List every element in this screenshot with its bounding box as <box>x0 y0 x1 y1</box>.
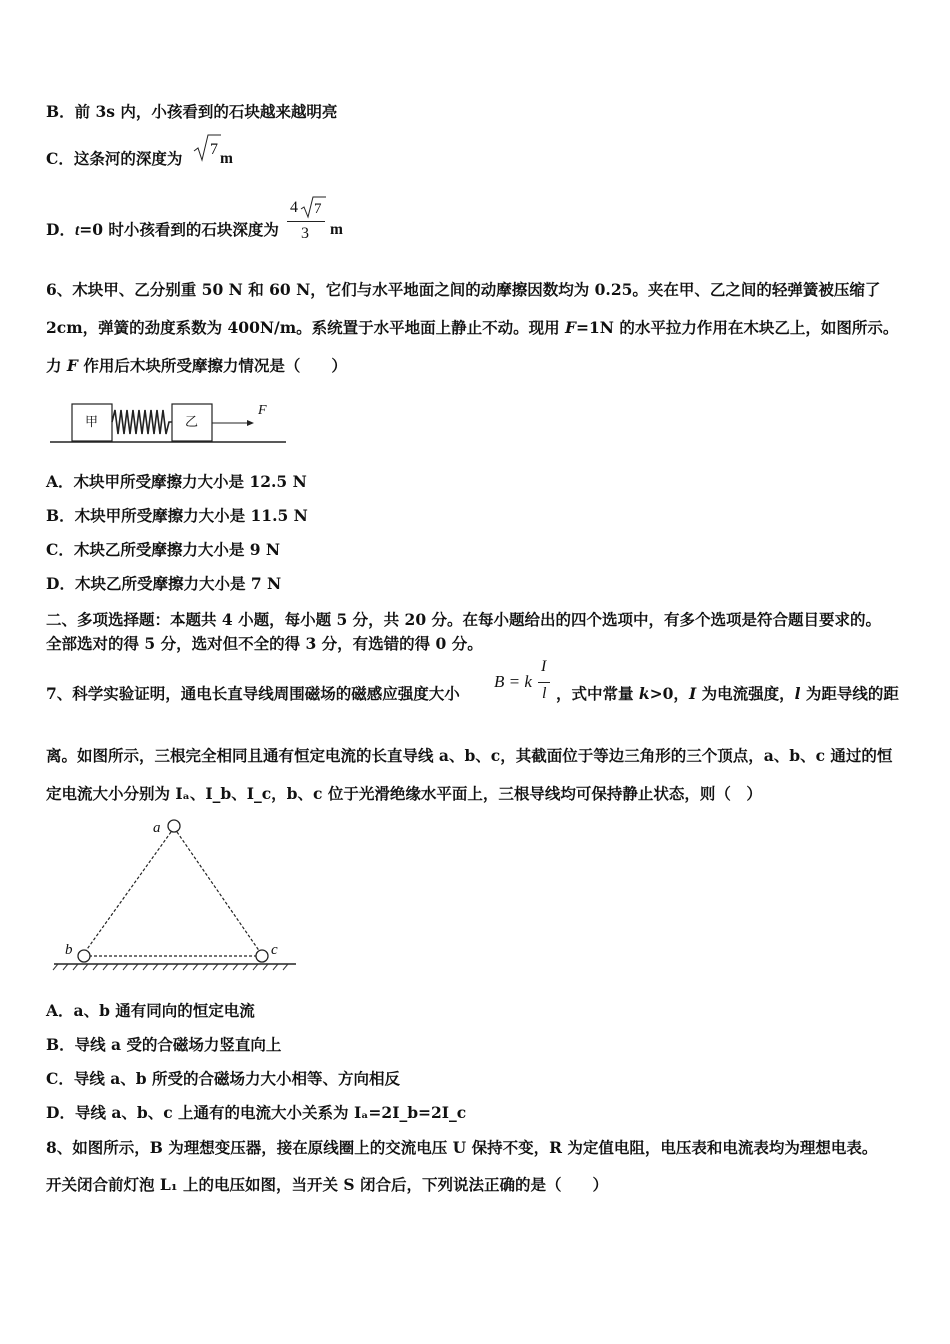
q6-option-c: C．木块乙所受摩擦力大小是 9 N <box>46 540 281 559</box>
q7-line1-c: >0， <box>649 684 689 703</box>
surface-hatching <box>53 964 288 970</box>
force-arrow-head <box>247 420 254 426</box>
q6-stem-line3 <box>46 356 347 376</box>
sqrt7-numerator-radicand: 7 <box>314 201 322 217</box>
q7-option-d: D．导线 a、b、c 上通有的电流大小关系为 Iₐ=2I_b=2I_c <box>46 1103 467 1122</box>
q5-option-d-unit: m <box>330 221 343 238</box>
var-F: F <box>66 356 78 375</box>
q6-spring-blocks-figure <box>48 398 288 450</box>
q6-option-d: D．木块乙所受摩擦力大小是 7 N <box>46 574 282 593</box>
q5-option-c <box>46 149 182 169</box>
q5-option-d <box>46 220 279 241</box>
sqrt7-numerator-radical <box>300 194 328 220</box>
q7-stem-line1-b <box>556 684 899 704</box>
formula-numerator: I <box>541 658 547 675</box>
q7-stem-line3: 定电流大小分别为 Iₐ、I_b、I_c，b、c 位于光滑绝缘水平面上，三根导线均可保持静止状态，则（ ） <box>46 784 762 803</box>
force-label: F <box>258 403 267 418</box>
q7-option-c: C．导线 a、b 所受的合磁场力大小相等、方向相反 <box>46 1069 401 1088</box>
q7-stem-line1-a: 7、科学实验证明，通电长直导线周围磁场的磁感应强度大小 <box>46 684 460 703</box>
block-yi-label: 乙 <box>185 414 199 429</box>
dashed-side-ac <box>177 832 260 952</box>
q6-line3-a: 力 <box>46 356 67 375</box>
var-l: l <box>794 684 801 703</box>
q6-option-b: B．木块甲所受摩擦力大小是 11.5 N <box>46 506 308 525</box>
dashed-side-ab <box>85 832 171 952</box>
q5-option-d-label: D． <box>46 220 75 239</box>
wire-a <box>168 820 180 832</box>
q5-option-c-unit: m <box>220 150 233 167</box>
sqrt7-radical <box>192 132 222 164</box>
var-I: I <box>688 684 697 703</box>
frac-numerator-coef: 4 <box>290 199 298 216</box>
q6-stem-line1: 6、木块甲、乙分别重 50 N 和 60 N，它们与水平地面之间的动摩擦因数均为 0.25。夹在甲、乙之间的轻弹簧被压缩了 <box>46 280 881 299</box>
q7-line1-d: 为电流强度， <box>696 684 795 703</box>
q6-line3-b: 作用后木块所受摩擦力情况是（ ） <box>77 356 347 375</box>
q6-stem-line2 <box>46 318 898 338</box>
section2-line1: 二、多项选择题：本题共 4 小题，每小题 5 分，共 20 分。在每小题给出的四个选项中，有多个选项是符合题目要求的。 <box>46 610 882 629</box>
formula-fraction-bar <box>538 682 550 683</box>
q7-line1-e: 为距导线的距 <box>800 684 899 703</box>
q5-option-b: B．前 3s 内，小孩看到的石块越来越明亮 <box>46 102 338 121</box>
wire-c <box>256 950 268 962</box>
section2-line2: 全部选对的得 5 分，选对但不全的得 3 分，有选错的得 0 分。 <box>46 634 483 653</box>
q6-line2-b: =1N 的水平拉力作用在木块乙上，如图所示。 <box>576 318 899 337</box>
frac-denominator: 3 <box>301 225 309 242</box>
sqrt7-radicand: 7 <box>210 141 218 158</box>
var-k: k <box>638 684 650 703</box>
formula-lhs: B = k <box>494 672 532 691</box>
q7-triangle-wires-figure <box>50 814 300 974</box>
q7-line1-b: ，式中常量 <box>556 684 639 703</box>
q6-option-a: A．木块甲所受摩擦力大小是 12.5 N <box>46 472 307 491</box>
label-a: a <box>153 820 161 836</box>
label-c: c <box>271 942 278 958</box>
q5-option-d-text: =0 时小孩看到的石块深度为 <box>79 220 279 239</box>
formula-denominator: l <box>542 685 547 702</box>
spring <box>112 410 172 434</box>
label-b: b <box>65 942 73 958</box>
q8-stem-line2: 开关闭合前灯泡 L₁ 上的电压如图，当开关 S 闭合后，下列说法正确的是（ ） <box>46 1175 608 1194</box>
q8-stem-line1: 8、如图所示，B 为理想变压器，接在原线圈上的交流电压 U 保持不变，R 为定值电阻，电压表和电流表均为理想电表。 <box>46 1138 878 1157</box>
var-t: t <box>74 222 80 239</box>
q7-stem-line2: 离。如图所示，三根完全相同且通有恒定电流的长直导线 a、b、c，其截面位于等边三角形的三个顶点，a、b、c 通过的恒 <box>46 746 893 765</box>
block-jia-label: 甲 <box>85 414 99 429</box>
q7-option-a: A．a、b 通有同向的恒定电流 <box>46 1001 255 1020</box>
q5-option-c-text: C．这条河的深度为 <box>46 149 183 168</box>
q6-line2-a: 2cm，弹簧的劲度系数为 400N/m。系统置于水平地面上静止不动。现用 <box>46 318 566 337</box>
var-F: F <box>565 318 577 337</box>
q7-option-b: B．导线 a 受的合磁场力竖直向上 <box>46 1035 282 1054</box>
fraction-bar <box>287 221 325 222</box>
wire-b <box>78 950 90 962</box>
